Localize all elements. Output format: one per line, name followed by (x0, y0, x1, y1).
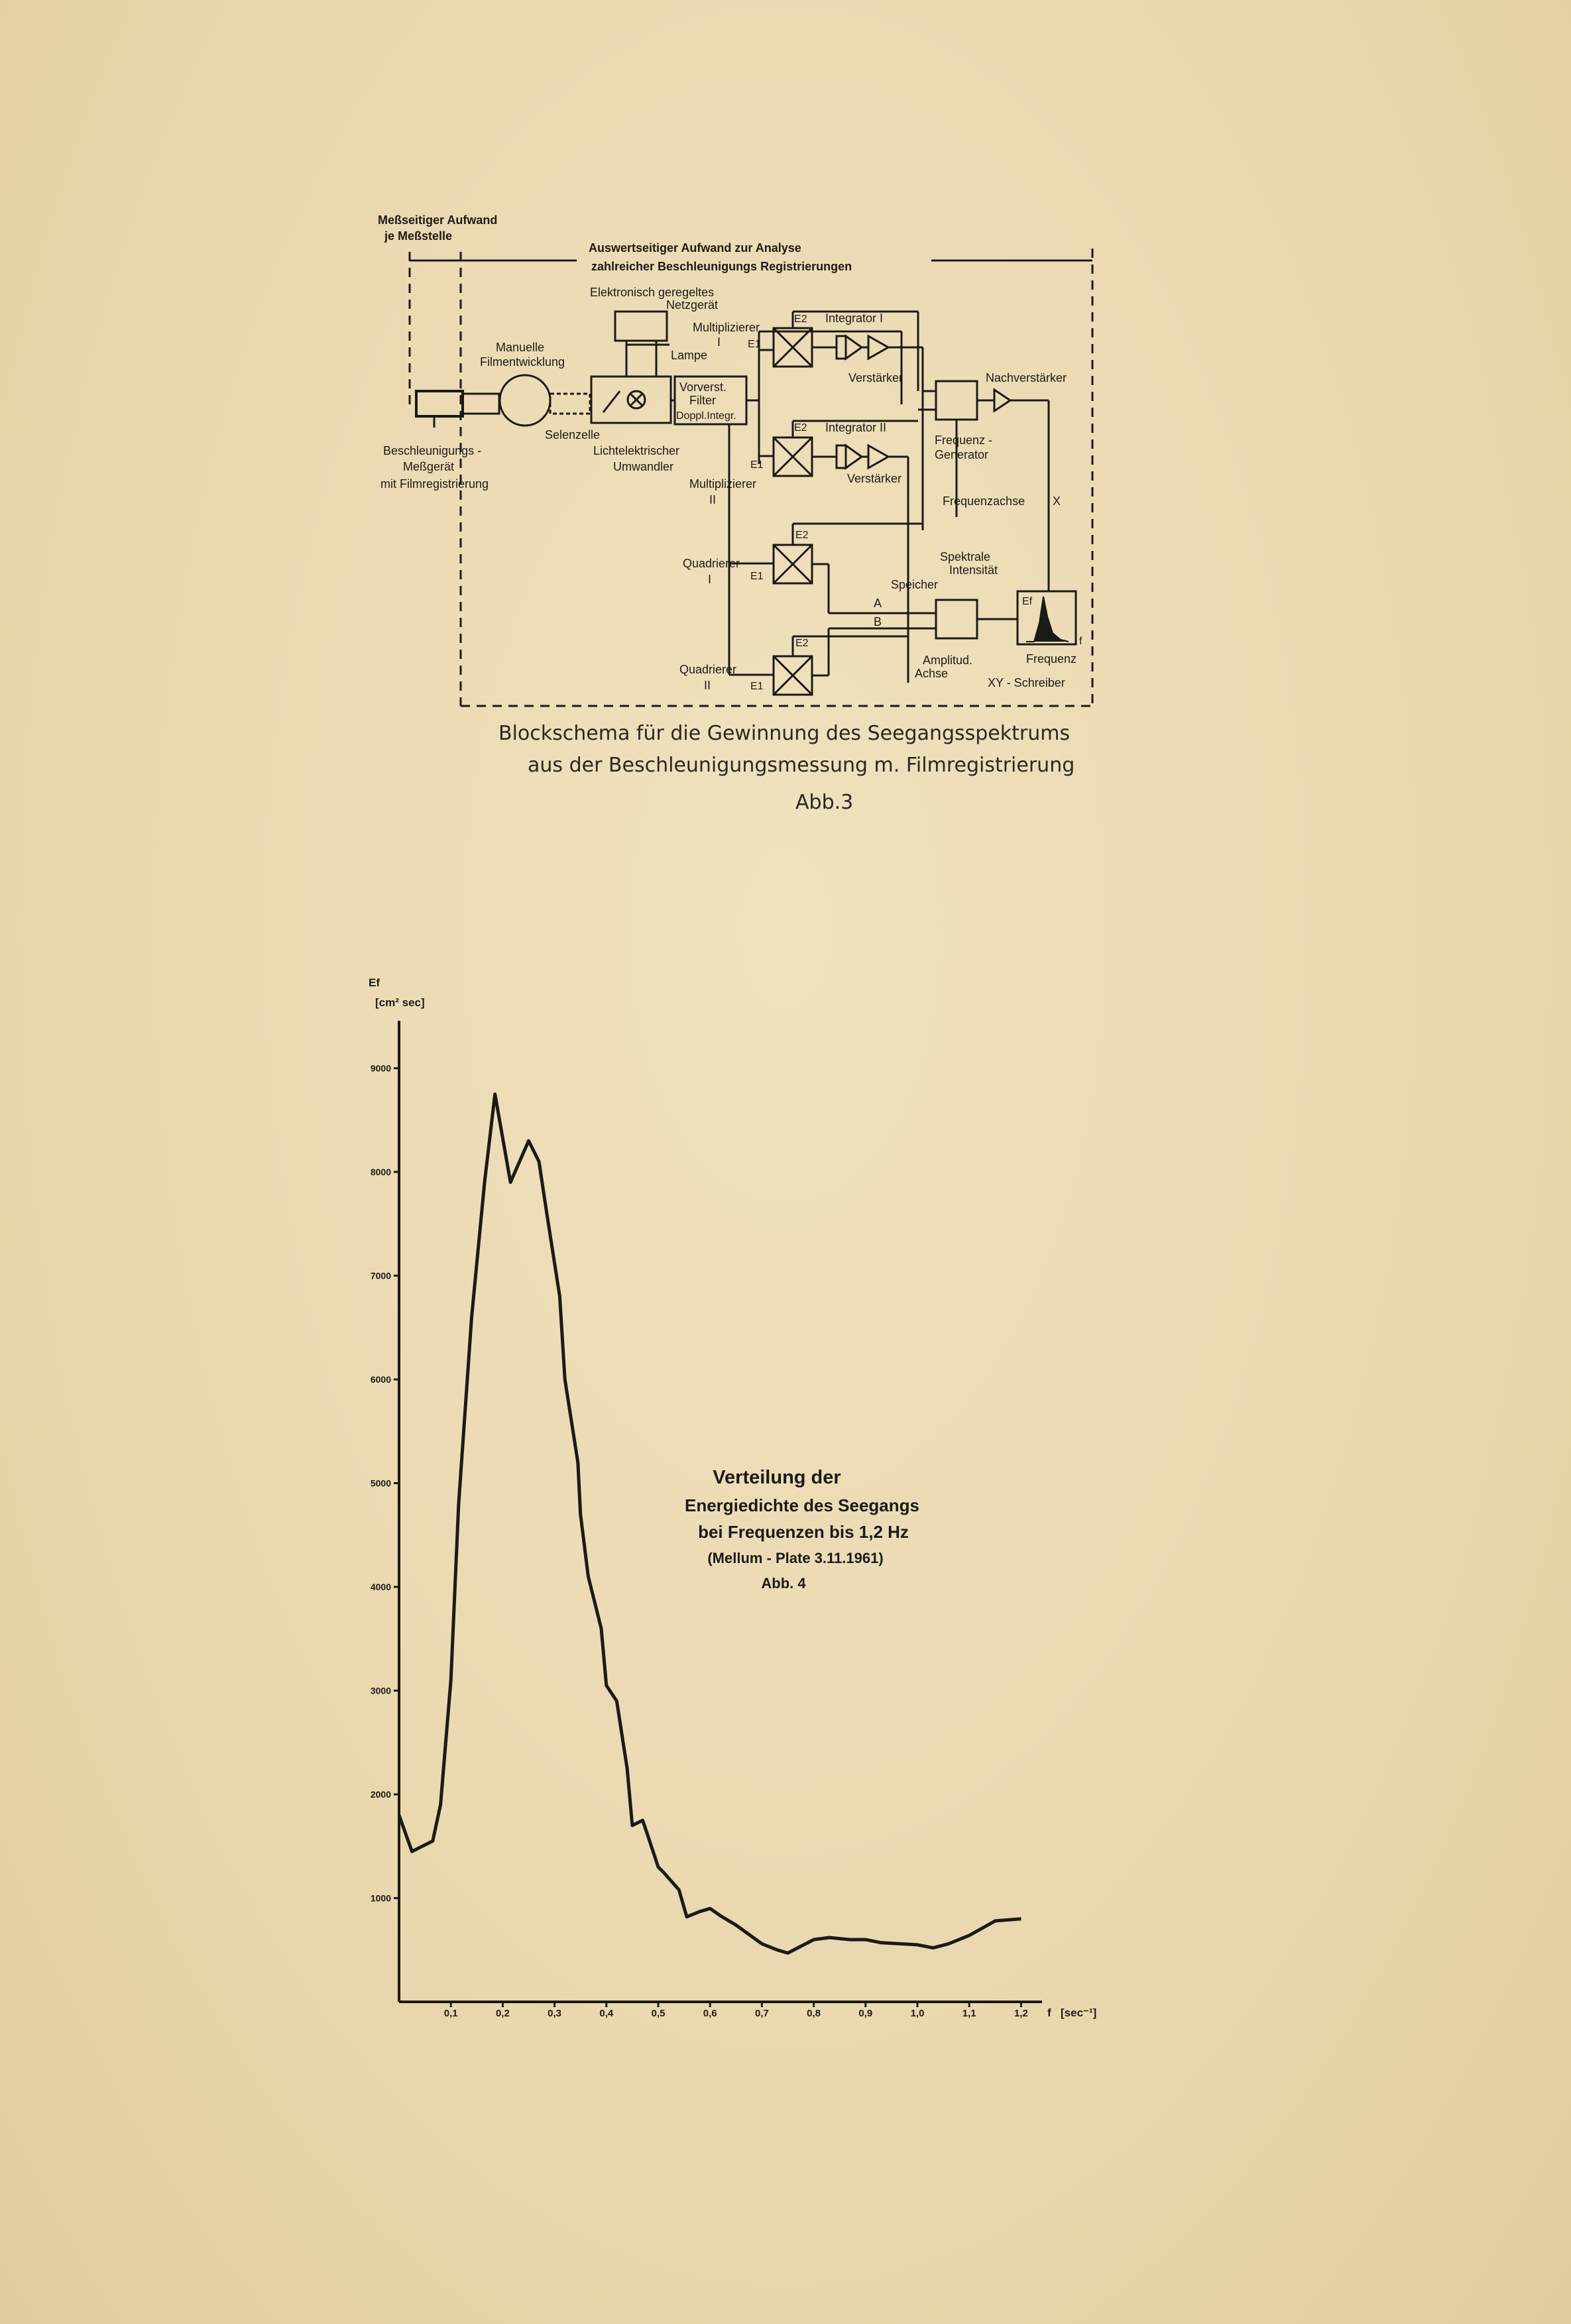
netz-label-2: Netzgerät (666, 298, 719, 312)
x-tick-label: 0,7 (754, 2008, 769, 2019)
header-right-line1: Auswertseitiger Aufwand zur Analyse (589, 241, 801, 255)
lampe-label: Lampe (671, 349, 708, 362)
e1-quad1: E1 (750, 571, 764, 582)
x-tick-label: 0,8 (807, 2008, 821, 2019)
y-tick-label: 8000 (370, 1167, 391, 1177)
beschl-label-2: Meßgerät (403, 460, 455, 473)
xy-label: XY - Schreiber (988, 676, 1065, 689)
b-label: B (874, 615, 882, 628)
x-tick-label: 0,6 (703, 2008, 717, 2019)
diagram-caption-line1: Blockschema für die Gewinnung des Seegangsspektrums (498, 722, 1071, 745)
verstaerker1-label: Verstärker (848, 371, 903, 384)
manuelle-label-2: Filmentwicklung (480, 355, 565, 369)
header-right-line2: zahlreicher Beschleunigungs Registrierungen (591, 260, 852, 273)
quad1-label-2: I (708, 573, 712, 586)
mult1-label-1: Multiplizierer (693, 321, 760, 334)
x-axis-title: f (1047, 2006, 1051, 2019)
diagram-caption-line2: aus der Beschleunigungsmessung m. Filmregistrierung (528, 754, 1075, 777)
x-tick-label: 1,1 (962, 2008, 976, 2019)
x-tick-label: 0,9 (858, 2008, 873, 2019)
e2-quad1: E2 (795, 530, 809, 541)
selenzelle-label: Selenzelle (545, 428, 601, 441)
chart-figure-number: Abb. 4 (761, 1575, 806, 1592)
x-tick-label: 0,1 (443, 2008, 458, 2019)
mult1-label-2: I (717, 335, 721, 349)
e1-mult1: E1 (748, 339, 761, 350)
frequenzachse-label: Frequenzachse (943, 494, 1025, 508)
x-tick-label: 0,3 (548, 2008, 562, 2019)
quad2-label-1: Quadrierer (679, 663, 737, 676)
umwandler-label-2: Umwandler (613, 460, 674, 473)
verstaerker2-label: Verstärker (847, 472, 902, 485)
x-tick-label: 0,2 (495, 2008, 510, 2019)
nachverstaerker-label: Nachverstärker (986, 371, 1067, 384)
e2-mult1: E2 (794, 314, 807, 325)
e1-quad2: E1 (750, 681, 764, 692)
vorverst-label-1: Vorverst. (679, 380, 727, 394)
amplitud-label-2: Achse (915, 667, 949, 680)
chart-title-line3: bei Frequenzen bis 1,2 Hz (698, 1522, 909, 1542)
diagram-figure-number: Abb.3 (795, 791, 854, 814)
netz-label-1: Elektronisch geregeltes (590, 286, 715, 299)
speicher-label: Speicher (891, 578, 939, 591)
beschl-label-3: mit Filmregistrierung (380, 477, 489, 491)
y-tick-label: 3000 (370, 1685, 391, 1696)
spektrale-label-1: Spektrale (940, 550, 991, 563)
quad2-label-2: II (704, 679, 711, 692)
a-label: A (874, 597, 882, 610)
chart-title-line4: (Mellum - Plate 3.11.1961) (707, 1550, 884, 1566)
ef-label: Ef (1022, 596, 1033, 607)
y-tick-label: 4000 (370, 1582, 391, 1592)
y-tick-label: 9000 (370, 1063, 391, 1074)
freqgen-label-1: Frequenz - (935, 434, 993, 447)
manuelle-label-1: Manuelle (496, 341, 545, 354)
y-tick-label: 6000 (370, 1374, 391, 1385)
x-axis-label: X (1053, 494, 1061, 508)
e1-mult2: E1 (750, 459, 764, 471)
x-axis-unit: [sec⁻¹] (1061, 2006, 1097, 2019)
e2-mult2: E2 (794, 422, 807, 434)
chart-title-line1: Verteilung der (713, 1467, 841, 1488)
header-left-line2: je Meßstelle (384, 229, 453, 243)
y-tick-label: 2000 (370, 1789, 391, 1800)
mult2-label-2: II (709, 493, 717, 506)
y-tick-label: 7000 (370, 1270, 391, 1281)
x-tick-label: 1,0 (910, 2008, 925, 2019)
vorverst-label-2: Filter (689, 394, 716, 407)
vorverst-label-3: Doppl.Integr. (676, 410, 736, 422)
frequenz-label: Frequenz (1026, 652, 1077, 666)
quad1-label-1: Quadrierer (683, 557, 740, 570)
umwandler-label-1: Lichtelektrischer (593, 444, 680, 457)
e2-quad2: E2 (795, 638, 809, 649)
integ1-label: Integrator I (825, 312, 884, 325)
f-label: f (1079, 636, 1082, 647)
header-left-line1: Meßseitiger Aufwand (378, 213, 498, 227)
spektrale-label-2: Intensität (949, 563, 998, 577)
freqgen-label-2: Generator (935, 448, 989, 461)
y-axis-title-unit: [cm² sec] (375, 996, 425, 1009)
y-tick-label: 1000 (370, 1892, 391, 1904)
x-tick-label: 0,5 (651, 2008, 666, 2019)
x-tick-label: 0,4 (599, 2008, 614, 2019)
mult2-label-1: Multiplizierer (689, 477, 757, 491)
chart-title-line2: Energiedichte des Seegangs (684, 1495, 920, 1515)
x-tick-label: 1,2 (1014, 2008, 1028, 2019)
integ2-label: Integrator II (825, 421, 887, 434)
y-tick-label: 5000 (370, 1478, 391, 1489)
amplitud-label-1: Amplitud. (923, 654, 973, 667)
y-axis-title-ef: Ef (369, 976, 380, 989)
beschl-label-1: Beschleunigungs - (383, 444, 482, 457)
